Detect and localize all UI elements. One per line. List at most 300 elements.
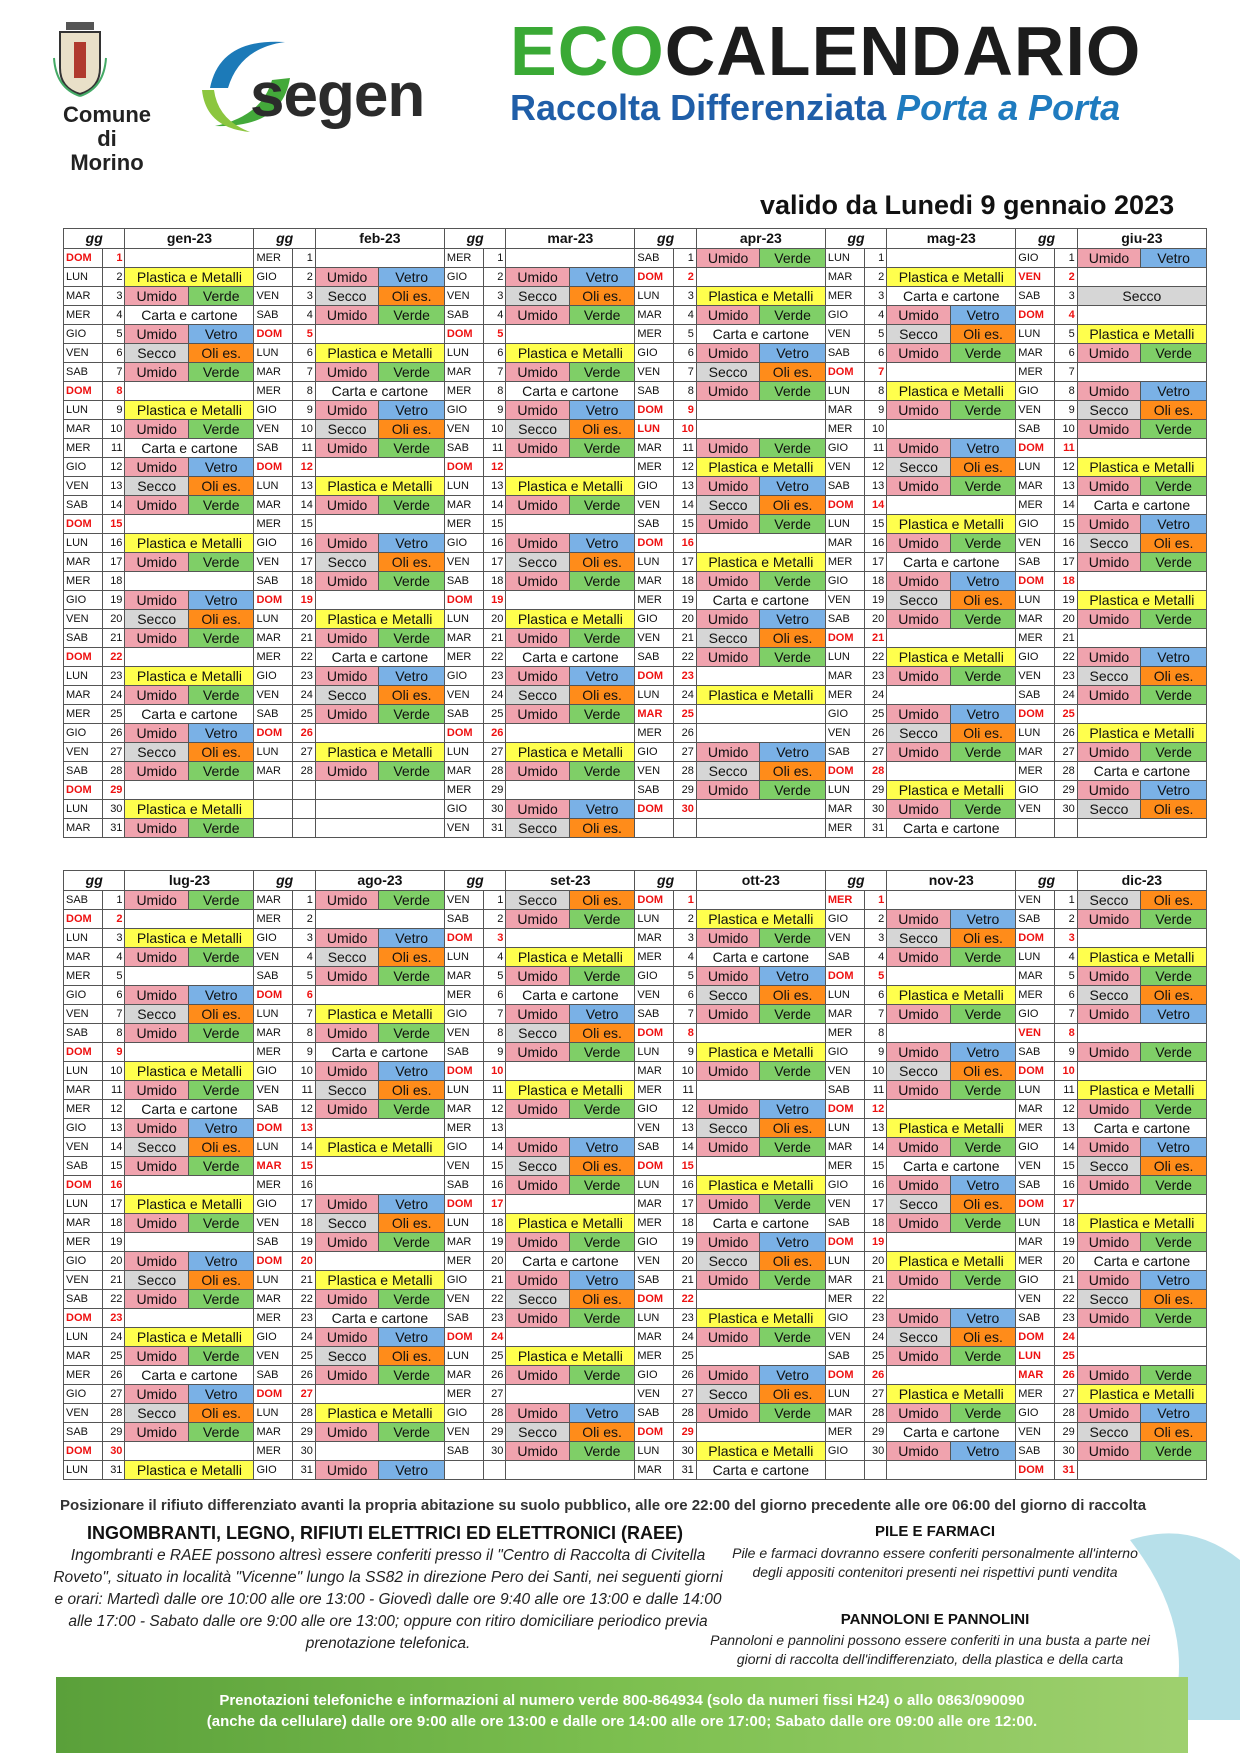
day-number-cell: 4	[1055, 306, 1078, 325]
weekday-cell: MER	[635, 1347, 674, 1366]
collection-olies: Oli es.	[950, 591, 1016, 610]
day-number-cell: 24	[864, 1328, 887, 1347]
day-number-cell: 11	[864, 1081, 887, 1100]
collection-verde: Verde	[1141, 743, 1207, 762]
day-number-cell: 3	[1055, 929, 1078, 948]
day-number-cell: 3	[674, 929, 697, 948]
day-number-cell: 16	[483, 1176, 506, 1195]
collection-umido: Umido	[125, 1290, 188, 1309]
weekday-cell: VEN	[1016, 667, 1055, 686]
collection-umido: Umido	[506, 667, 569, 686]
day-number-cell: 12	[102, 458, 125, 477]
weekday-cell: GIO	[635, 1100, 674, 1119]
collection-verde: Verde	[188, 1347, 254, 1366]
weekday-cell: DOM	[1016, 1328, 1055, 1347]
day-number-cell: 19	[483, 1233, 506, 1252]
weekday-cell: SAB	[825, 477, 864, 496]
collection-umido: Umido	[887, 1347, 950, 1366]
day-number-cell: 25	[102, 705, 125, 724]
collection-secco: Secco	[887, 1195, 950, 1214]
collection-vetro: Vetro	[1141, 1138, 1207, 1157]
collection-umido: Umido	[887, 948, 950, 967]
month-header-nov-23: nov-23	[887, 871, 1016, 891]
collection-verde: Verde	[760, 1195, 826, 1214]
collection-plastica: Plastica e Metalli	[887, 268, 1016, 287]
weekday-cell: MAR	[444, 1100, 483, 1119]
day-number-cell: 8	[864, 382, 887, 401]
weekday-cell: MAR	[64, 553, 103, 572]
collection-secco: Secco	[125, 1005, 188, 1024]
day-number-cell: 10	[864, 420, 887, 439]
collection-umido: Umido	[696, 743, 759, 762]
weekday-cell: DOM	[64, 1442, 103, 1461]
weekday-cell: GIO	[444, 1404, 483, 1423]
collection-secco: Secco	[887, 458, 950, 477]
collection-umido: Umido	[696, 929, 759, 948]
day-number-cell: 14	[1055, 1138, 1078, 1157]
weekday-cell: MAR	[254, 1024, 293, 1043]
weekday-cell: VEN	[444, 819, 483, 838]
weekday-cell: MER	[825, 420, 864, 439]
collection-vetro: Vetro	[188, 1385, 254, 1404]
collection-vetro: Vetro	[569, 800, 635, 819]
weekday-cell: VEN	[64, 610, 103, 629]
day-number-cell: 18	[293, 1214, 316, 1233]
collection-plastica: Plastica e Metalli	[696, 553, 825, 572]
weekday-cell: SAB	[64, 762, 103, 781]
day-number-cell: 8	[864, 1024, 887, 1043]
weekday-cell: SAB	[1016, 1176, 1055, 1195]
empty-cell	[1077, 1347, 1206, 1366]
weekday-cell: SAB	[64, 891, 103, 910]
day-number-cell: 7	[674, 1005, 697, 1024]
collection-plastica: Plastica e Metalli	[887, 1119, 1016, 1138]
collection-olies: Oli es.	[188, 477, 254, 496]
collection-umido: Umido	[125, 762, 188, 781]
weekday-cell: GIO	[444, 401, 483, 420]
weekday-cell: DOM	[64, 910, 103, 929]
weekday-cell: DOM	[635, 1157, 674, 1176]
weekday-cell: DOM	[1016, 1195, 1055, 1214]
collection-umido: Umido	[696, 306, 759, 325]
day-number-cell: 2	[864, 268, 887, 287]
pile-text: Pile e farmaci dovranno essere conferiti personalmente all'interno degli appositi contenitori presenti nei rispettivi punti vendita	[732, 1545, 1138, 1580]
gg-header: gg	[444, 871, 505, 891]
collection-umido: Umido	[1077, 1233, 1140, 1252]
weekday-cell: MER	[64, 306, 103, 325]
day-number-cell: 1	[674, 891, 697, 910]
day-number-cell: 18	[102, 1214, 125, 1233]
weekday-cell: MAR	[64, 420, 103, 439]
collection-verde: Verde	[379, 496, 445, 515]
collection-verde: Verde	[1141, 967, 1207, 986]
day-number-cell: 28	[483, 1404, 506, 1423]
collection-umido: Umido	[696, 1005, 759, 1024]
day-number-cell: 17	[674, 553, 697, 572]
empty-cell	[887, 249, 1016, 268]
collection-vetro: Vetro	[950, 910, 1016, 929]
collection-umido: Umido	[696, 1138, 759, 1157]
collection-plastica: Plastica e Metalli	[506, 743, 635, 762]
day-number-cell: 13	[864, 477, 887, 496]
weekday-cell: GIO	[635, 344, 674, 363]
day-number-cell: 26	[674, 724, 697, 743]
collection-verde: Verde	[379, 1423, 445, 1442]
weekday-cell: GIO	[1016, 249, 1055, 268]
weekday-cell: DOM	[254, 1119, 293, 1138]
collection-vetro: Vetro	[379, 929, 445, 948]
weekday-cell: GIO	[825, 910, 864, 929]
collection-vetro: Vetro	[760, 610, 826, 629]
weekday-cell: VEN	[254, 948, 293, 967]
gg-header: gg	[825, 229, 886, 249]
day-number-cell: 21	[102, 629, 125, 648]
weekday-cell: SAB	[635, 1138, 674, 1157]
weekday-cell: DOM	[825, 363, 864, 382]
day-number-cell: 10	[293, 1062, 316, 1081]
day-number-cell: 27	[1055, 743, 1078, 762]
empty-cell	[887, 891, 1016, 910]
weekday-cell: LUN	[825, 1252, 864, 1271]
day-number-cell: 26	[483, 724, 506, 743]
collection-verde: Verde	[950, 948, 1016, 967]
collection-verde: Verde	[379, 629, 445, 648]
day-number-cell: 23	[483, 667, 506, 686]
weekday-cell: MER	[64, 1366, 103, 1385]
collection-umido: Umido	[315, 967, 378, 986]
weekday-cell: VEN	[1016, 268, 1055, 287]
weekday-cell: SAB	[254, 572, 293, 591]
collection-umido: Umido	[696, 515, 759, 534]
table-row	[64, 1442, 1207, 1461]
weekday-cell: MER	[254, 515, 293, 534]
empty-cell	[696, 667, 825, 686]
collection-carta: Carta e cartone	[1077, 496, 1206, 515]
table-row	[64, 910, 1207, 929]
weekday-cell: MER	[825, 1423, 864, 1442]
collection-verde: Verde	[379, 1024, 445, 1043]
collection-umido: Umido	[125, 363, 188, 382]
collection-verde: Verde	[188, 1157, 254, 1176]
collection-umido: Umido	[887, 1081, 950, 1100]
weekday-cell: MAR	[254, 1157, 293, 1176]
weekday-cell: MER	[64, 967, 103, 986]
empty-cell	[1077, 1195, 1206, 1214]
empty-cell	[125, 1233, 254, 1252]
empty-cell	[125, 249, 254, 268]
empty-cell	[696, 268, 825, 287]
collection-verde: Verde	[950, 344, 1016, 363]
collection-umido: Umido	[125, 496, 188, 515]
raee-text: Ingombranti e RAEE possono altresì essere conferiti presso il "Centro di Raccolta di Civitella Roveto", situato in località "Vicenne" lungo la SS82 in direzione Pero dei Santi, nei seguenti giorni e orari: Martedì dalle ore 10:00 alle ore 13:00 - Giovedì dalle ore 9:40 alle ore 13:00 e dalle 14:00 alle 17:00 - Sabato dalle ore 9:00 alle ore 13:00; oppure con ritiro domiciliare periodico previa prenotazione telefonica.	[53, 1547, 723, 1652]
day-number-cell: 22	[864, 648, 887, 667]
empty-cell	[315, 724, 444, 743]
weekday-cell: MAR	[444, 629, 483, 648]
weekday-cell: LUN	[444, 344, 483, 363]
collection-secco: Secco	[125, 1271, 188, 1290]
empty-cell	[125, 967, 254, 986]
collection-vetro: Vetro	[950, 1176, 1016, 1195]
day-number-cell: 20	[483, 1252, 506, 1271]
empty-cell	[696, 819, 825, 838]
weekday-cell: VEN	[254, 1081, 293, 1100]
collection-umido: Umido	[506, 1005, 569, 1024]
day-number-cell: 17	[293, 553, 316, 572]
collection-plastica: Plastica e Metalli	[315, 344, 444, 363]
collection-umido: Umido	[1077, 1366, 1140, 1385]
collection-olies: Oli es.	[760, 1252, 826, 1271]
weekday-cell: MAR	[444, 1366, 483, 1385]
collection-secco: Secco	[315, 420, 378, 439]
weekday-cell: LUN	[635, 1043, 674, 1062]
collection-umido: Umido	[1077, 1404, 1140, 1423]
title-eco: ECO	[510, 12, 665, 90]
collection-verde: Verde	[760, 929, 826, 948]
empty-cell	[315, 800, 444, 819]
collection-carta: Carta e cartone	[887, 287, 1016, 306]
gg-header: gg	[1016, 229, 1077, 249]
day-number-cell: 21	[1055, 1271, 1078, 1290]
month-header-apr-23: apr-23	[696, 229, 825, 249]
table-row	[64, 496, 1207, 515]
collection-verde: Verde	[950, 743, 1016, 762]
collection-umido: Umido	[696, 610, 759, 629]
day-number-cell: 25	[864, 705, 887, 724]
weekday-cell: SAB	[254, 967, 293, 986]
weekday-cell: DOM	[635, 401, 674, 420]
day-number-cell: 18	[1055, 1214, 1078, 1233]
weekday-cell: MAR	[635, 1328, 674, 1347]
day-number-cell: 23	[293, 667, 316, 686]
collection-verde: Verde	[188, 1214, 254, 1233]
collection-secco: Secco	[696, 629, 759, 648]
day-number-cell: 27	[674, 1385, 697, 1404]
weekday-cell: DOM	[825, 967, 864, 986]
day-number-cell: 28	[674, 762, 697, 781]
collection-secco: Secco	[1077, 287, 1206, 306]
weekday-cell: MER	[444, 515, 483, 534]
day-number-cell: 6	[293, 344, 316, 363]
day-number-cell: 14	[102, 496, 125, 515]
day-number-cell: 31	[293, 1461, 316, 1480]
day-number-cell	[864, 1461, 887, 1480]
collection-plastica: Plastica e Metalli	[125, 800, 254, 819]
collection-umido: Umido	[506, 572, 569, 591]
table-row	[64, 477, 1207, 496]
weekday-cell: GIO	[1016, 1404, 1055, 1423]
collection-vetro: Vetro	[760, 1100, 826, 1119]
weekday-cell: VEN	[444, 686, 483, 705]
month-header-lug-23: lug-23	[125, 871, 254, 891]
pannoloni-title: PANNOLONI E PANNOLINI	[840, 1611, 1030, 1628]
weekday-cell: MAR	[825, 1404, 864, 1423]
collection-umido: Umido	[315, 1461, 378, 1480]
day-number-cell: 12	[1055, 458, 1078, 477]
day-number-cell: 12	[483, 458, 506, 477]
day-number-cell: 5	[1055, 967, 1078, 986]
empty-cell	[887, 1233, 1016, 1252]
day-number-cell: 6	[864, 344, 887, 363]
day-number-cell: 26	[102, 1366, 125, 1385]
day-number-cell: 25	[483, 1347, 506, 1366]
collection-verde: Verde	[760, 515, 826, 534]
weekday-cell: MER	[635, 1214, 674, 1233]
empty-cell	[887, 1290, 1016, 1309]
table-row	[64, 1271, 1207, 1290]
collection-umido: Umido	[125, 1347, 188, 1366]
day-number-cell: 26	[1055, 1366, 1078, 1385]
empty-cell	[506, 515, 635, 534]
table-row	[64, 781, 1207, 800]
weekday-cell: DOM	[635, 1423, 674, 1442]
weekday-cell: VEN	[64, 344, 103, 363]
weekday-cell: LUN	[254, 1404, 293, 1423]
table-row	[64, 1138, 1207, 1157]
segen-logo	[190, 28, 450, 138]
empty-cell	[1077, 929, 1206, 948]
gg-header: gg	[444, 229, 505, 249]
collection-umido: Umido	[1077, 1043, 1140, 1062]
month-header-mag-23: mag-23	[887, 229, 1016, 249]
day-number-cell: 22	[483, 1290, 506, 1309]
collection-umido: Umido	[506, 967, 569, 986]
weekday-cell: LUN	[635, 1309, 674, 1328]
weekday-cell	[254, 819, 293, 838]
weekday-cell: DOM	[1016, 1062, 1055, 1081]
day-number-cell: 4	[483, 948, 506, 967]
day-number-cell: 2	[1055, 910, 1078, 929]
collection-umido: Umido	[315, 1195, 378, 1214]
day-number-cell: 11	[483, 1081, 506, 1100]
weekday-cell: GIO	[254, 929, 293, 948]
collection-secco: Secco	[506, 287, 569, 306]
collection-olies: Oli es.	[379, 1081, 445, 1100]
weekday-cell: VEN	[254, 1214, 293, 1233]
day-number-cell: 31	[864, 819, 887, 838]
day-number-cell: 3	[864, 287, 887, 306]
table-row	[64, 819, 1207, 838]
day-number-cell: 17	[864, 553, 887, 572]
collection-umido: Umido	[315, 401, 378, 420]
empty-cell	[506, 724, 635, 743]
weekday-cell: MER	[254, 1309, 293, 1328]
day-number-cell: 14	[483, 496, 506, 515]
weekday-cell: LUN	[64, 534, 103, 553]
collection-olies: Oli es.	[569, 287, 635, 306]
collection-umido: Umido	[1077, 1309, 1140, 1328]
empty-cell	[506, 458, 635, 477]
weekday-cell: VEN	[254, 1347, 293, 1366]
weekday-cell: GIO	[635, 1366, 674, 1385]
day-number-cell: 19	[293, 1233, 316, 1252]
weekday-cell: MAR	[1016, 1366, 1055, 1385]
table-row	[64, 1328, 1207, 1347]
weekday-cell: DOM	[635, 667, 674, 686]
collection-olies: Oli es.	[1141, 667, 1207, 686]
collection-carta: Carta e cartone	[125, 705, 254, 724]
collection-carta: Carta e cartone	[887, 819, 1016, 838]
table-row	[64, 420, 1207, 439]
weekday-cell: SAB	[1016, 553, 1055, 572]
collection-umido: Umido	[315, 1062, 378, 1081]
collection-vetro: Vetro	[188, 986, 254, 1005]
collection-verde: Verde	[950, 1404, 1016, 1423]
calendar-second-half	[63, 870, 1207, 1480]
collection-olies: Oli es.	[950, 325, 1016, 344]
day-number-cell: 5	[293, 967, 316, 986]
table-row	[64, 1024, 1207, 1043]
collection-umido: Umido	[1077, 1176, 1140, 1195]
weekday-cell: LUN	[64, 667, 103, 686]
weekday-cell: MAR	[254, 891, 293, 910]
collection-vetro: Vetro	[379, 268, 445, 287]
collection-umido: Umido	[506, 1043, 569, 1062]
collection-verde: Verde	[569, 439, 635, 458]
day-number-cell: 1	[293, 249, 316, 268]
weekday-cell: LUN	[254, 344, 293, 363]
day-number-cell: 7	[864, 363, 887, 382]
weekday-cell: GIO	[825, 1309, 864, 1328]
weekday-cell: LUN	[1016, 1081, 1055, 1100]
collection-umido: Umido	[887, 477, 950, 496]
weekday-cell: MER	[635, 325, 674, 344]
weekday-cell: MER	[1016, 496, 1055, 515]
weekday-cell: MAR	[64, 1081, 103, 1100]
weekday-cell: SAB	[635, 781, 674, 800]
weekday-cell: GIO	[1016, 1005, 1055, 1024]
empty-cell	[506, 591, 635, 610]
collection-umido: Umido	[887, 800, 950, 819]
weekday-cell: MAR	[635, 929, 674, 948]
day-number-cell: 30	[864, 1442, 887, 1461]
weekday-cell: SAB	[825, 344, 864, 363]
weekday-cell: VEN	[1016, 800, 1055, 819]
empty-cell	[315, 910, 444, 929]
weekday-cell: VEN	[64, 1138, 103, 1157]
weekday-cell: SAB	[1016, 910, 1055, 929]
day-number-cell: 15	[864, 515, 887, 534]
collection-carta: Carta e cartone	[315, 1309, 444, 1328]
collection-plastica: Plastica e Metalli	[315, 610, 444, 629]
collection-olies: Oli es.	[379, 420, 445, 439]
subtitle	[510, 88, 1130, 128]
gg-header: gg	[635, 229, 696, 249]
day-number-cell: 20	[674, 610, 697, 629]
collection-plastica: Plastica e Metalli	[125, 1328, 254, 1347]
day-number-cell: 4	[674, 948, 697, 967]
day-number-cell: 22	[102, 648, 125, 667]
day-number-cell: 14	[864, 496, 887, 515]
collection-vetro: Vetro	[760, 1233, 826, 1252]
month-header-dic-23: dic-23	[1077, 871, 1206, 891]
day-number-cell: 10	[674, 1062, 697, 1081]
collection-olies: Oli es.	[1141, 1290, 1207, 1309]
table-row	[64, 325, 1207, 344]
collection-plastica: Plastica e Metalli	[315, 1138, 444, 1157]
day-number-cell: 22	[674, 648, 697, 667]
table-row	[64, 686, 1207, 705]
day-number-cell: 8	[1055, 382, 1078, 401]
day-number-cell: 27	[483, 1385, 506, 1404]
table-row	[64, 762, 1207, 781]
title-calendario: CALENDARIO	[664, 12, 1142, 90]
day-number-cell	[674, 819, 697, 838]
collection-umido: Umido	[1077, 1271, 1140, 1290]
weekday-cell	[444, 1461, 483, 1480]
day-number-cell: 5	[483, 325, 506, 344]
table-row	[64, 1195, 1207, 1214]
day-number-cell: 23	[1055, 1309, 1078, 1328]
